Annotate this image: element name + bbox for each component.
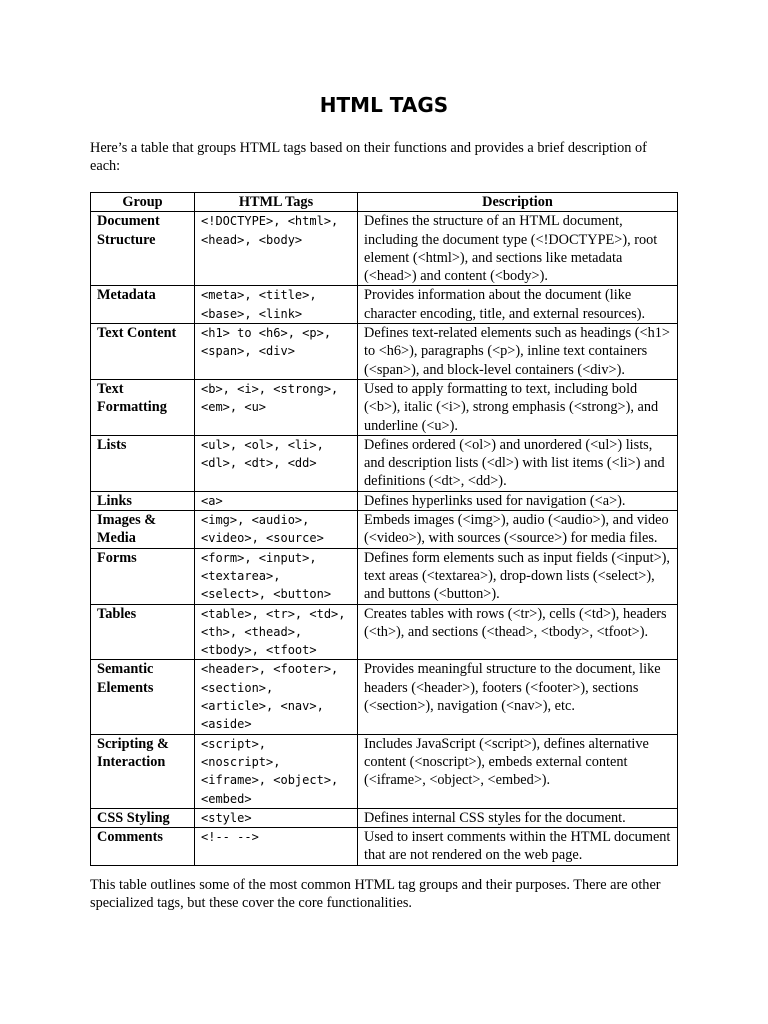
description-cell: Defines internal CSS styles for the document. (358, 808, 678, 827)
intro-paragraph: Here’s a table that groups HTML tags based on their functions and provides a brief description of each: (90, 140, 647, 174)
table-row (91, 491, 678, 510)
tags-cell: <b>, <i>, <strong>, <em>, <u> (195, 379, 358, 435)
description-cell: Used to insert comments within the HTML document that are not rendered on the web page. (358, 828, 678, 866)
tags-cell: <ul>, <ol>, <li>, <dl>, <dt>, <dd> (195, 435, 358, 491)
description-cell: Defines the structure of an HTML document, including the document type (<!DOCTYPE>), root element (<html>), and sections like metadata (<head>) and content (<body>). (358, 212, 678, 286)
table-row (91, 660, 678, 734)
header-html-tags: HTML Tags (195, 193, 358, 212)
tags-cell: <script>, <noscript>, <iframe>, <object>, <embed> (195, 734, 358, 808)
group-cell: Tables (91, 604, 195, 660)
description-cell: Provides meaningful structure to the document, like headers (<header>), footers (<footer>), sections (<section>), navigation (<nav>), etc. (358, 660, 678, 734)
description-cell: Used to apply formatting to text, including bold (<b>), italic (<i>), strong emphasis (<strong>), and underline (<u>). (358, 379, 678, 435)
group-cell: Semantic Elements (91, 660, 195, 734)
group-cell: Scripting & Interaction (91, 734, 195, 808)
tags-cell: <!DOCTYPE>, <html>, <head>, <body> (195, 212, 358, 286)
html-tags-table (90, 192, 678, 866)
tags-cell: <h1> to <h6>, <p>, <span>, <div> (195, 324, 358, 380)
table-row (91, 604, 678, 660)
description-cell: Creates tables with rows (<tr>), cells (<td>), headers (<th>), and sections (<thead>, <tbody>, <tfoot>). (358, 604, 678, 660)
tags-cell: <meta>, <title>, <base>, <link> (195, 286, 358, 324)
page-title: HTML TAGS (319, 93, 449, 117)
group-cell: Links (91, 491, 195, 510)
tags-cell: <a> (195, 491, 358, 510)
tags-cell: <form>, <input>, <textarea>, <select>, <button> (195, 548, 358, 604)
table-row (91, 734, 678, 808)
tags-cell: <style> (195, 808, 358, 827)
table-row (91, 324, 678, 380)
group-cell: Lists (91, 435, 195, 491)
description-cell: Defines ordered (<ol>) and unordered (<ul>) lists, and description lists (<dl>) with list items (<li>) and definitions (<dt>, <dd>). (358, 435, 678, 491)
header-group: Group (91, 193, 195, 212)
table-row (91, 379, 678, 435)
group-cell: Text Content (91, 324, 195, 380)
table-row (91, 435, 678, 491)
group-cell: Text Formatting (91, 379, 195, 435)
tags-cell: <table>, <tr>, <td>, <th>, <thead>, <tbody>, <tfoot> (195, 604, 358, 660)
group-cell: Document Structure (91, 212, 195, 286)
table-row (91, 828, 678, 866)
table-row (91, 548, 678, 604)
group-cell: Metadata (91, 286, 195, 324)
closing-paragraph: This table outlines some of the most common HTML tag groups and their purposes. There are other specialized tags, but these cover the core functionalities. (90, 877, 661, 911)
table-row (91, 212, 678, 286)
description-cell: Defines hyperlinks used for navigation (<a>). (358, 491, 678, 510)
group-cell: Forms (91, 548, 195, 604)
tags-cell: <header>, <footer>, <section>, <article>, <nav>, <aside> (195, 660, 358, 734)
description-cell: Provides information about the document (like character encoding, title, and external resources). (358, 286, 678, 324)
table-row (91, 511, 678, 549)
header-description: Description (358, 193, 678, 212)
table-body (91, 212, 678, 865)
table-row (91, 808, 678, 827)
tags-cell: <img>, <audio>, <video>, <source> (195, 511, 358, 549)
description-cell: Embeds images (<img>), audio (<audio>), and video (<video>), with sources (<source>) for media files. (358, 511, 678, 549)
group-cell: Comments (91, 828, 195, 866)
table-row (91, 286, 678, 324)
group-cell: CSS Styling (91, 808, 195, 827)
table-header-row (91, 193, 678, 212)
description-cell: Defines form elements such as input fields (<input>), text areas (<textarea>), drop-down lists (<select>), and buttons (<button>). (358, 548, 678, 604)
description-cell: Includes JavaScript (<script>), defines alternative content (<noscript>), embeds external content (<iframe>, <object>, <embed>). (358, 734, 678, 808)
group-cell: Images & Media (91, 511, 195, 549)
tags-cell: <!-- --> (195, 828, 358, 866)
description-cell: Defines text-related elements such as headings (<h1> to <h6>), paragraphs (<p>), inline text containers (<span>), and block-level containers (<div>). (358, 324, 678, 380)
